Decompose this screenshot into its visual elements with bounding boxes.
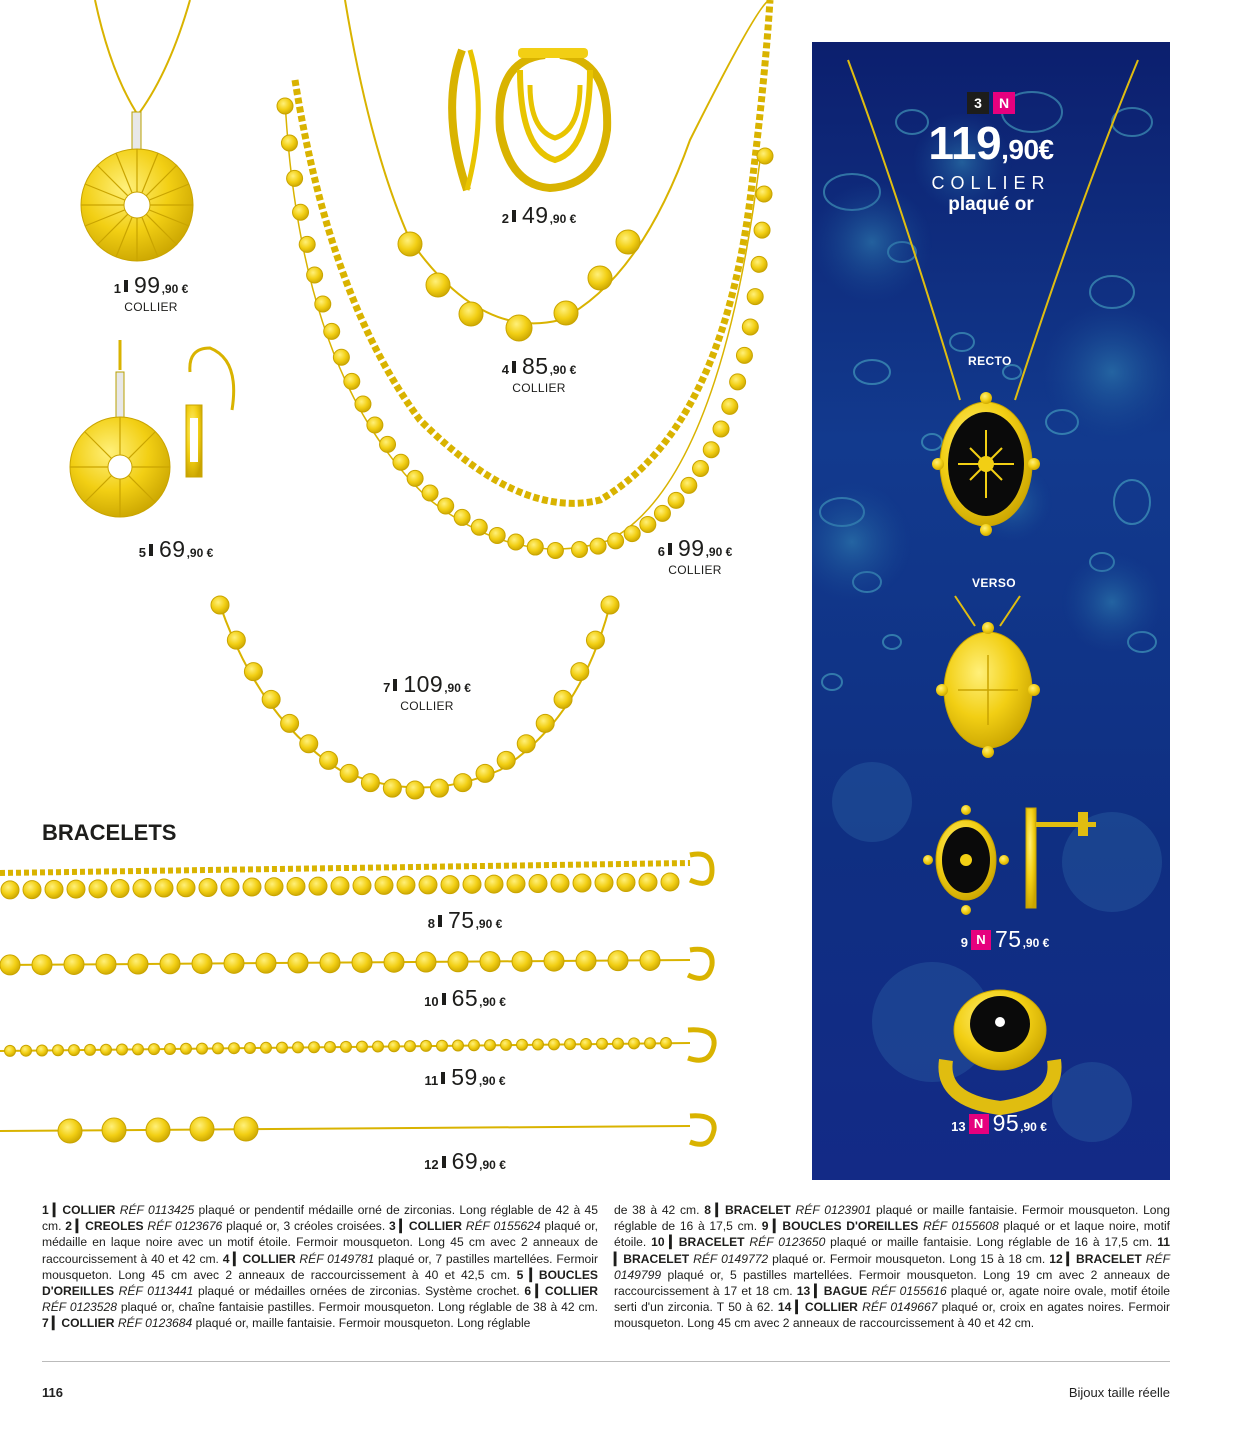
chain-disc [406, 781, 424, 799]
chain-disc [565, 1039, 576, 1050]
chain-disc [613, 1038, 624, 1049]
chain-disc [722, 398, 738, 414]
chain-disc [529, 875, 547, 893]
chain-disc [352, 952, 372, 972]
description-title: 5 ▎BOUCLES D'OREILLES [42, 1267, 599, 1299]
separator-bar [668, 543, 672, 555]
product-descriptions-left [42, 1202, 598, 1332]
description-text: plaqué or, médaille en laque noire avec un motif étoile. Fermoir mousqueton. Long 45 cm avec 2 anneaux de raccourcissement à 40 et 42 cm. [42, 1219, 599, 1266]
description-reference: RÉF 0149772 [693, 1251, 769, 1266]
chain-disc [227, 631, 245, 649]
description-text: plaqué or. Fermoir mousqueton. Long 15 à 18 cm. [768, 1251, 1050, 1266]
chain-disc [597, 1038, 608, 1049]
bracelet-10-image [0, 949, 712, 978]
chain-disc [517, 735, 535, 753]
chain-disc [533, 1039, 544, 1050]
chain-disc [357, 1041, 368, 1052]
chain-disc [608, 951, 628, 971]
price-cents: ,90 € [549, 212, 577, 226]
chain-disc [501, 1039, 512, 1050]
chain-disc [281, 714, 299, 732]
chain-disc [441, 876, 459, 894]
bracelet-11-image [0, 1030, 714, 1060]
product-number: 1 [113, 281, 121, 296]
description-title: 14 ▎COLLIER [777, 1300, 863, 1315]
chain-disc [703, 442, 719, 458]
chain-disc [165, 1043, 176, 1054]
chain-disc [547, 542, 563, 558]
chain-disc [407, 470, 423, 486]
price: 59 [451, 1064, 478, 1090]
chain-disc [288, 953, 308, 973]
bracelet-12-image [0, 1116, 714, 1145]
description-reference: RÉF 0113441 [118, 1284, 194, 1299]
chain-disc [480, 952, 500, 972]
price-cents: ,90 € [186, 546, 214, 560]
feature-price-block [908, 92, 1074, 217]
chain-disc [340, 764, 358, 782]
price: 75 [447, 907, 475, 933]
chain-disc [244, 663, 262, 681]
description-reference: RÉF 0123684 [117, 1316, 193, 1331]
chain-disc [393, 454, 409, 470]
chain-disc [485, 875, 503, 893]
price-tag-2 [474, 202, 604, 229]
price-cents: ,90 € [705, 545, 733, 559]
description-reference: RÉF 0123676 [147, 1219, 223, 1234]
chain-disc [754, 222, 770, 238]
price-tag-1 [86, 272, 216, 314]
chain-disc [128, 954, 148, 974]
description-title: 8 ▎BRACELET [704, 1203, 796, 1217]
chain-disc [133, 1044, 144, 1055]
chain-disc [730, 374, 746, 390]
chain-disc [573, 874, 591, 892]
feature-price-cents: ,90€ [1001, 134, 1054, 165]
product-number: 6 [657, 544, 665, 559]
description-text: plaqué or médailles ornées de zirconias. Système crochet. [193, 1284, 525, 1299]
chain-disc [551, 874, 569, 892]
description-text: plaqué or et laque noire, motif étoile. [614, 1219, 1170, 1250]
chain-disc [277, 1042, 288, 1053]
product-descriptions-right [614, 1202, 1170, 1332]
product-type: COLLIER [400, 699, 454, 713]
chain-disc [416, 952, 436, 972]
chain-disc [497, 751, 515, 769]
chain-disc [309, 1042, 320, 1053]
chain-disc [419, 876, 437, 894]
chain-disc [397, 876, 415, 894]
chain-disc [293, 204, 309, 220]
description-reference: RÉF 0123650 [749, 1235, 826, 1250]
chain-disc [681, 477, 697, 493]
description-title: 2 ▎CREOLES [65, 1219, 148, 1234]
chain-disc [383, 779, 401, 797]
price-cents: ,90 € [161, 282, 189, 296]
chain-disc [645, 1038, 656, 1049]
chain-disc [243, 878, 261, 896]
chain-disc [324, 323, 340, 339]
chain-disc [53, 1045, 64, 1056]
price-cents: ,90 € [549, 363, 577, 377]
chain-disc [375, 876, 393, 894]
page-number: 116 [42, 1385, 63, 1400]
chain-disc [544, 951, 564, 971]
product-number: 7 [383, 680, 391, 695]
chain-disc [384, 952, 404, 972]
chain-disc [197, 1043, 208, 1054]
description-title: 12 ▎BRACELET [1049, 1251, 1146, 1266]
chain-disc [213, 1043, 224, 1054]
chain-disc [333, 349, 349, 365]
chain-disc [293, 1042, 304, 1053]
verso-label: VERSO [972, 576, 1017, 590]
separator-bar [441, 1072, 445, 1084]
separator-bar [149, 544, 153, 556]
description-title: 7 ▎COLLIER [42, 1316, 118, 1331]
footer-note: Bijoux taille réelle [1068, 1385, 1170, 1400]
chain-disc [751, 256, 767, 272]
chain-disc [21, 1045, 32, 1056]
chain-disc [454, 509, 470, 525]
chain-disc [287, 170, 303, 186]
chain-disc [89, 880, 107, 898]
chain-disc [422, 485, 438, 501]
chain-disc [527, 539, 543, 555]
chain-disc [245, 1043, 256, 1054]
description-text: plaqué or, chaîne fantaisie pastilles. Fermoir mousqueton. Long réglable de 38 à 42 cm. [116, 1300, 598, 1315]
chain-disc [353, 877, 371, 895]
chain-disc [281, 135, 297, 151]
chain-disc [160, 954, 180, 974]
new-badge: N [971, 930, 991, 950]
product-number: 2 [501, 211, 509, 226]
chain-disc [608, 533, 624, 549]
recto-label: RECTO [968, 354, 1012, 368]
price-tag-8 [400, 907, 530, 934]
price-cents: ,90 € [478, 1074, 506, 1088]
price: 99 [133, 272, 161, 298]
chain-disc [380, 436, 396, 452]
product-number: 12 [424, 1157, 439, 1172]
chain-disc [586, 631, 604, 649]
description-text: plaqué or, 3 créoles croisées. [222, 1219, 390, 1234]
chain-disc [262, 690, 280, 708]
chain-disc [37, 1045, 48, 1056]
description-title: 6 ▎COLLIER [524, 1284, 598, 1299]
chain-disc [629, 1038, 640, 1049]
product-1-necklace-image [81, 0, 193, 261]
chain-disc [341, 1041, 352, 1052]
description-text: plaqué or, 5 pastilles martellées. Fermoir mousqueton. Long 19 cm avec 2 anneaux de raccourcissement à 17 et 18 cm. [614, 1267, 1170, 1299]
new-badge: N [993, 92, 1015, 114]
price: 75 [994, 926, 1022, 952]
feature-price-euros: 119 [928, 117, 1002, 169]
product-3-verso-image [936, 596, 1040, 758]
chain-disc [639, 873, 657, 891]
chain-disc [661, 1038, 672, 1049]
chain-disc [67, 880, 85, 898]
product-type: COLLIER [668, 563, 722, 577]
chain-disc [476, 764, 494, 782]
chain-disc [693, 461, 709, 477]
chain-disc [300, 735, 318, 753]
chain-disc [536, 714, 554, 732]
chain-disc [373, 1041, 384, 1052]
section-title-bracelets: BRACELETS [42, 820, 177, 845]
chain-disc [96, 954, 116, 974]
price: 99 [677, 535, 705, 561]
feature-product-type: COLLIER [931, 173, 1051, 193]
chain-disc [572, 542, 588, 558]
chain-disc [471, 519, 487, 535]
price: 69 [451, 1148, 479, 1174]
price-tag-5 [111, 536, 241, 563]
chain-disc [23, 881, 41, 899]
separator-bar [512, 361, 516, 373]
description-title: 10 ▎BRACELET [651, 1235, 750, 1250]
chain-disc [668, 492, 684, 508]
chain-disc [367, 417, 383, 433]
price-tag-4 [474, 353, 604, 395]
chain-disc [149, 1044, 160, 1055]
chain-disc [69, 1045, 80, 1056]
chain-disc [469, 1040, 480, 1051]
chain-disc [256, 953, 276, 973]
chain-disc [507, 875, 525, 893]
chain-disc [448, 952, 468, 972]
chain-disc [405, 1041, 416, 1052]
product-number: 4 [501, 362, 509, 377]
description-title: 9 ▎BOUCLES D'OREILLES [761, 1219, 923, 1234]
separator-bar [438, 915, 442, 927]
chain-disc [315, 296, 331, 312]
product-description-7 [42, 1316, 530, 1330]
bracelet-8-image [0, 854, 712, 899]
chain-disc [177, 879, 195, 897]
price: 65 [451, 985, 479, 1011]
chain-disc [485, 1040, 496, 1051]
description-text: plaqué or, agate noire ovale, motif étoile serti d'un zirconia. T 50 à 62. [614, 1284, 1170, 1315]
chain-disc [261, 1042, 272, 1053]
description-reference: RÉF 0149799 [614, 1251, 1170, 1282]
description-text: plaqué or, maille fantaisie. Fermoir mousqueton. Long réglable [192, 1316, 531, 1331]
product-9-earrings-image [923, 805, 1096, 915]
description-reference: RÉF 0149781 [299, 1251, 375, 1266]
description-title: 11 ▎BRACELET [614, 1235, 1170, 1266]
price-tag-13 [934, 1110, 1064, 1137]
product-13-ring-image [945, 990, 1054, 1108]
new-badge: N [969, 1114, 989, 1134]
chain-disc [747, 289, 763, 305]
price-cents: ,90 € [479, 1158, 506, 1172]
description-reference: RÉF 0123901 [795, 1203, 872, 1217]
price: 109 [403, 671, 444, 697]
chain-disc [576, 951, 596, 971]
footer-divider [42, 1361, 1170, 1362]
price-tag-7 [357, 671, 497, 713]
price-tag-11 [400, 1064, 530, 1091]
chain-disc [221, 878, 239, 896]
price: 69 [158, 536, 186, 562]
price: 85 [521, 353, 549, 379]
chain-disc [736, 347, 752, 363]
product-number: 8 [427, 916, 435, 931]
description-reference: RÉF 0155624 [465, 1219, 541, 1234]
chain-disc [430, 779, 448, 797]
description-text: plaqué or maille fantaisie. Long réglable de 16 à 17,5 cm. [825, 1235, 1158, 1250]
chain-disc [344, 373, 360, 389]
separator-bar [442, 1156, 446, 1168]
chain-disc [742, 319, 758, 335]
chain-disc [101, 1044, 112, 1055]
chain-disc [320, 953, 340, 973]
product-description-10 [651, 1235, 1157, 1249]
description-title: 3 ▎COLLIER [389, 1219, 466, 1234]
description-text: plaqué or, 7 pastilles martellées. Fermoir mousqueton. Long 45 cm avec 2 anneaux de raccourcissement à 40 et 42,5 cm. [42, 1251, 598, 1282]
chain-disc [640, 950, 660, 970]
product-number-badge: 3 [967, 92, 989, 114]
chain-disc [229, 1043, 240, 1054]
description-text: plaqué or maille fantaisie. Fermoir mousqueton. Long réglable de 16 à 17,5 cm. [614, 1203, 1170, 1234]
chain-disc [463, 875, 481, 893]
chain-disc [508, 534, 524, 550]
chain-disc [355, 396, 371, 412]
chain-disc [287, 877, 305, 895]
chain-disc [155, 879, 173, 897]
chain-disc [595, 874, 613, 892]
product-description-2 [65, 1219, 389, 1233]
product-number: 13 [951, 1119, 966, 1134]
product-5-earrings-image [70, 340, 234, 517]
chain-disc [307, 267, 323, 283]
product-number: 11 [424, 1073, 439, 1088]
chain-disc [713, 421, 729, 437]
chain-disc [757, 148, 773, 164]
description-reference: RÉF 0149667 [862, 1300, 938, 1315]
chain-disc [421, 1040, 432, 1051]
chain-disc [320, 751, 338, 769]
chain-disc [453, 1040, 464, 1051]
chain-disc [85, 1044, 96, 1055]
chain-disc [617, 873, 635, 891]
description-title: 13 ▎BAGUE [796, 1284, 872, 1299]
description-continuation: de 38 à 42 cm. [614, 1203, 705, 1217]
price-tag-12 [400, 1148, 530, 1175]
price-tag-6 [630, 535, 760, 577]
chain-disc [512, 951, 532, 971]
chain-disc [64, 954, 84, 974]
separator-bar [442, 993, 446, 1005]
description-text: plaqué or pendentif médaille orné de zirconias. Long réglable de 42 à 45 cm. [42, 1203, 599, 1234]
chain-disc [756, 186, 772, 202]
chain-disc [331, 877, 349, 895]
chain-disc [199, 879, 217, 897]
chain-disc [0, 955, 20, 975]
chain-disc [437, 1040, 448, 1051]
product-number: 10 [424, 994, 439, 1009]
description-text: plaqué or, croix en agates noires. Fermoir mousqueton. Long 45 cm avec 2 anneaux de raccourcissement à 40 et 42 cm. [614, 1300, 1170, 1331]
chain-disc [581, 1038, 592, 1049]
chain-disc [224, 953, 244, 973]
chain-disc [389, 1041, 400, 1052]
description-reference: RÉF 0155608 [923, 1219, 999, 1234]
chain-disc [192, 954, 212, 974]
chain-disc [654, 505, 670, 521]
chain-disc [181, 1043, 192, 1054]
product-2-hoops-image [452, 48, 607, 190]
chain-disc [299, 236, 315, 252]
price-cents: ,90 € [444, 681, 471, 695]
product-type: COLLIER [512, 381, 566, 395]
chain-disc [571, 663, 589, 681]
price: 95 [992, 1110, 1020, 1136]
description-reference: RÉF 0155616 [871, 1284, 947, 1299]
chain-disc [309, 877, 327, 895]
chain-disc [111, 880, 129, 898]
chain-disc [661, 873, 679, 891]
chain-disc [361, 774, 379, 792]
price-tag-9 [940, 926, 1070, 953]
chain-disc [489, 527, 505, 543]
chain-disc [265, 878, 283, 896]
product-type: COLLIER [124, 300, 178, 314]
chain-disc [438, 498, 454, 514]
chain-disc [1, 881, 19, 899]
feature-price [908, 118, 1074, 175]
chain-disc [117, 1044, 128, 1055]
chain-disc [325, 1042, 336, 1053]
product-6-necklace-image [277, 0, 773, 558]
description-title: 4 ▎COLLIER [222, 1251, 300, 1266]
separator-bar [512, 210, 516, 222]
product-number: 9 [960, 935, 968, 950]
separator-bar [393, 679, 397, 691]
chain-disc [211, 596, 229, 614]
chain-disc [601, 596, 619, 614]
price-cents: ,90 € [475, 917, 503, 931]
description-reference: RÉF 0113425 [119, 1203, 195, 1217]
price-cents: ,90 € [1020, 1120, 1047, 1134]
chain-disc [590, 538, 606, 554]
price-cents: ,90 € [479, 995, 506, 1009]
chain-disc [277, 98, 293, 114]
chain-disc [517, 1039, 528, 1050]
price: 49 [521, 202, 549, 228]
chain-disc [640, 516, 656, 532]
price-tag-10 [400, 985, 530, 1012]
chain-disc [554, 690, 572, 708]
feature-finish: plaqué or [948, 194, 1034, 215]
chain-disc [5, 1045, 16, 1056]
separator-bar [124, 280, 128, 292]
chain-disc [454, 774, 472, 792]
chain-disc [32, 955, 52, 975]
description-reference: RÉF 0123528 [42, 1300, 117, 1315]
chain-disc [549, 1039, 560, 1050]
description-title: 1 ▎COLLIER [42, 1203, 120, 1217]
price-cents: ,90 € [1022, 936, 1050, 950]
product-number: 5 [138, 545, 146, 560]
chain-disc [45, 880, 63, 898]
chain-disc [133, 879, 151, 897]
